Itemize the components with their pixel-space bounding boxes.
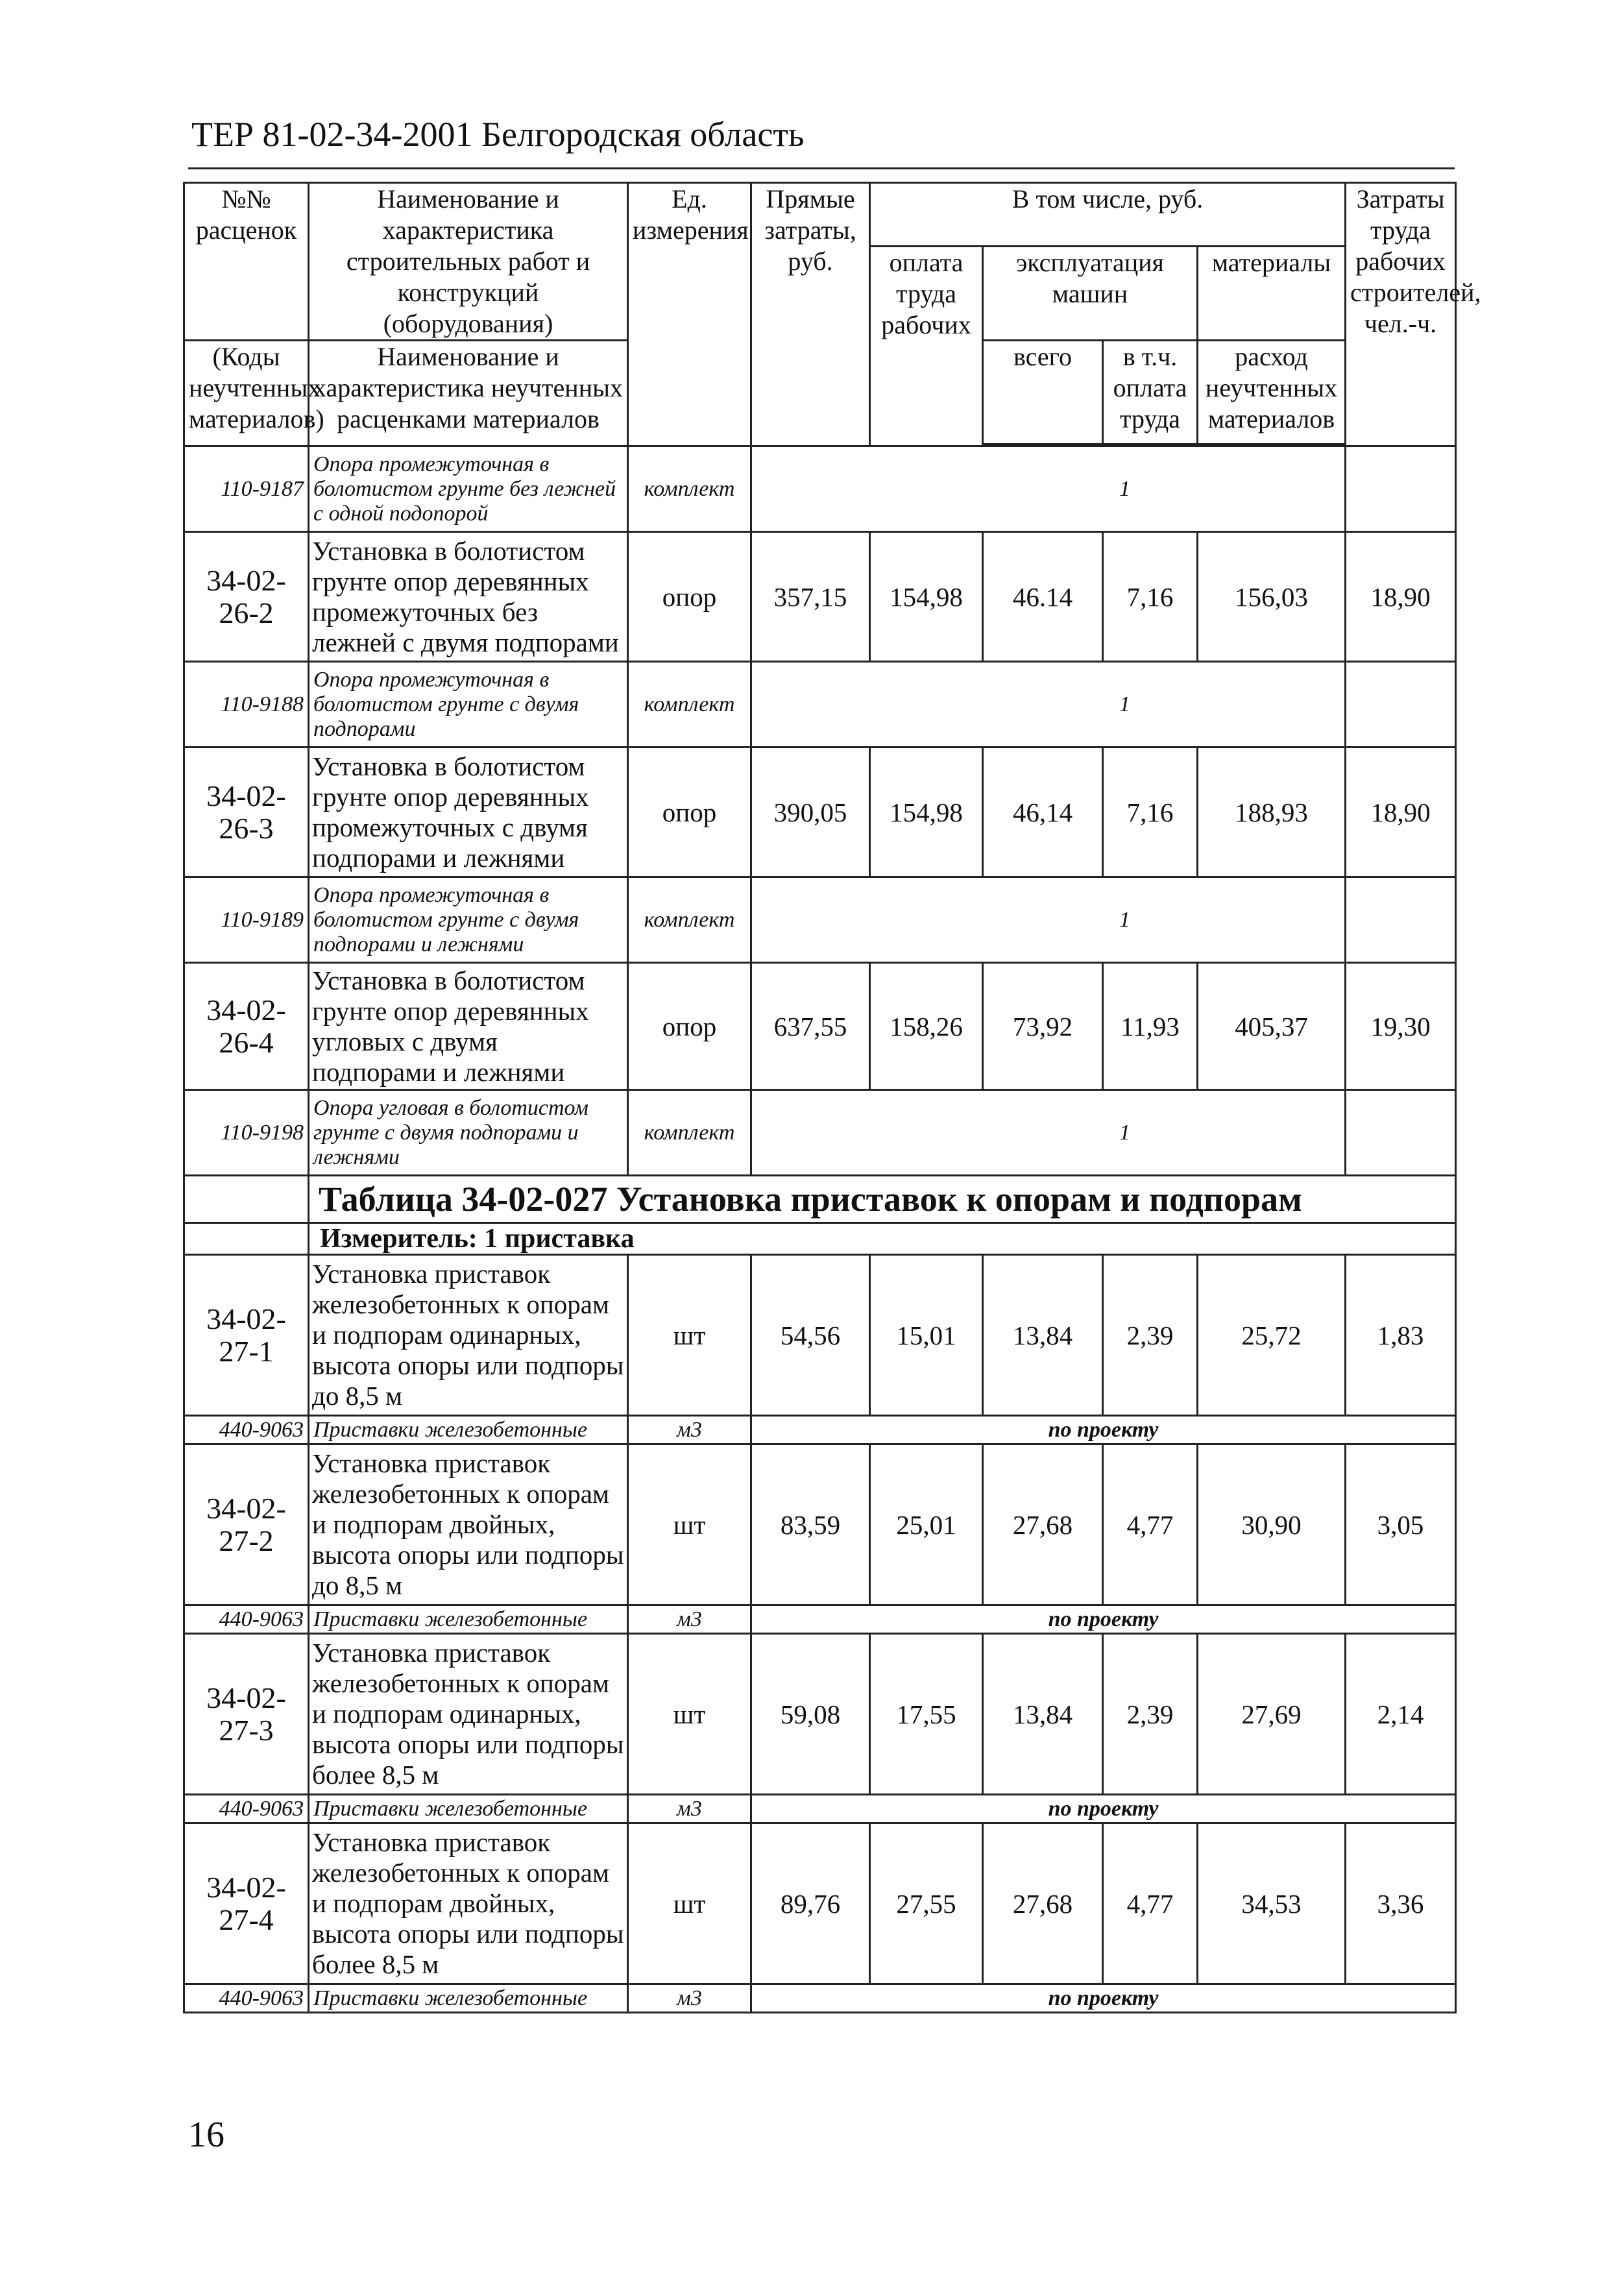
material-qty: по проекту — [751, 1984, 1456, 2013]
table-row — [184, 1255, 1456, 1416]
rate-code: 34-02-27-4 — [184, 1823, 309, 1984]
labor-cost: 19,30 — [1346, 963, 1456, 1090]
labor-cost: 18,90 — [1346, 532, 1456, 662]
machines-wage: 7,16 — [1103, 748, 1198, 877]
machines-wage: 4,77 — [1103, 1823, 1198, 1984]
machines-cost: 13,84 — [983, 1255, 1103, 1416]
materials-cost: 156,03 — [1198, 532, 1346, 662]
wage-cost: 27,55 — [870, 1823, 983, 1984]
machines-cost: 27,68 — [983, 1444, 1103, 1605]
work-name: Установка в болотистом грунте опор деревянных угловых с двумя подпорами и лежнями — [309, 963, 628, 1090]
unit: комплект — [628, 446, 751, 532]
col-mat-unaccounted-header: расход неучтенных материалов — [1198, 341, 1346, 444]
material-name: Приставки железобетонные — [309, 1984, 628, 2013]
table-row — [184, 963, 1456, 1090]
machines-wage: 2,39 — [1103, 1634, 1198, 1795]
machines-cost: 73,92 — [983, 963, 1103, 1090]
table-row — [184, 877, 1456, 963]
table-row — [184, 1795, 1456, 1823]
unit: комплект — [628, 662, 751, 748]
unit: комплект — [628, 1090, 751, 1176]
material-name: Приставки железобетонные — [309, 1795, 628, 1823]
machines-wage: 11,93 — [1103, 963, 1198, 1090]
material-qty: 1 — [751, 662, 1346, 748]
direct-cost: 637,55 — [751, 963, 870, 1090]
table-row — [184, 748, 1456, 877]
direct-cost: 357,15 — [751, 532, 870, 662]
table-row — [184, 1634, 1456, 1795]
labor-cost: 2,14 — [1346, 1634, 1456, 1795]
col-name-header: Наименование и характеристика строительных работ и конструкций (оборудования) — [309, 183, 628, 341]
rate-code: 34-02-26-2 — [184, 532, 309, 662]
machines-cost: 46.14 — [983, 532, 1103, 662]
labor-cost: 1,83 — [1346, 1255, 1456, 1416]
table-row — [184, 1823, 1456, 1984]
material-qty: по проекту — [751, 1795, 1456, 1823]
table-measure: Измеритель: 1 приставка — [309, 1223, 1456, 1255]
header-rule — [188, 167, 1455, 169]
col-machines-wage-header: в т.ч. оплата труда — [1103, 341, 1198, 444]
unit: шт — [628, 1634, 751, 1795]
wage-cost: 154,98 — [870, 532, 983, 662]
material-code: 440-9063 — [184, 1416, 309, 1444]
table-row — [184, 662, 1456, 748]
wage-cost: 154,98 — [870, 748, 983, 877]
materials-cost: 25,72 — [1198, 1255, 1346, 1416]
material-code: 110-9198 — [184, 1090, 309, 1176]
col-code-header: №№ расценок — [184, 183, 309, 247]
direct-cost: 59,08 — [751, 1634, 870, 1795]
material-code: 110-9189 — [184, 877, 309, 963]
page-header: ТЕР 81-02-34-2001 Белгородская область — [191, 115, 805, 154]
rates-table — [183, 182, 1481, 2013]
unit: м3 — [628, 1416, 751, 1444]
unit: опор — [628, 963, 751, 1090]
rate-code: 34-02-26-3 — [184, 748, 309, 877]
materials-cost: 34,53 — [1198, 1823, 1346, 1984]
direct-cost: 83,59 — [751, 1444, 870, 1605]
unit: шт — [628, 1444, 751, 1605]
rate-code: 34-02-26-4 — [184, 963, 309, 1090]
labor-cost: 18,90 — [1346, 748, 1456, 877]
table-row — [184, 532, 1456, 662]
work-name: Установка приставок железобетонных к опорам и подпорам одинарных, высота опоры или подпоры более 8,5 м — [309, 1634, 628, 1795]
materials-cost: 405,37 — [1198, 963, 1346, 1090]
work-name: Установка приставок железобетонных к опорам и подпорам двойных, высота опоры или подпоры до 8,5 м — [309, 1444, 628, 1605]
material-qty: 1 — [751, 1090, 1346, 1176]
material-name: Опора угловая в болотистом грунте с двумя подпорами и лежнями — [309, 1090, 628, 1176]
col-machines-header: эксплуатация машин — [983, 246, 1198, 321]
material-name: Опора промежуточная в болотистом грунте без лежней с одной подопорой — [309, 446, 628, 532]
material-code: 440-9063 — [184, 1605, 309, 1634]
work-name: Установка в болотистом грунте опор деревянных промежуточных без лежней с двумя подпорами — [309, 532, 628, 662]
wage-cost: 158,26 — [870, 963, 983, 1090]
machines-cost: 46,14 — [983, 748, 1103, 877]
rate-code: 34-02-27-2 — [184, 1444, 309, 1605]
material-name: Опора промежуточная в болотистом грунте с двумя подпорами — [309, 662, 628, 748]
direct-cost: 390,05 — [751, 748, 870, 877]
table-row — [184, 1444, 1456, 1605]
col-materials-header: материалы — [1198, 246, 1346, 321]
table-row — [184, 1090, 1456, 1176]
material-code: 110-9188 — [184, 662, 309, 748]
material-qty: 1 — [751, 877, 1346, 963]
col-direct-header: Прямые затраты, руб. — [751, 183, 870, 446]
work-name: Установка приставок железобетонных к опорам и подпорам двойных, высота опоры или подпоры более 8,5 м — [309, 1823, 628, 1984]
material-code: 440-9063 — [184, 1984, 309, 2013]
table-row — [184, 1605, 1456, 1634]
rate-code: 34-02-27-3 — [184, 1634, 309, 1795]
work-name: Установка в болотистом грунте опор деревянных промежуточных с двумя подпорами и лежнями — [309, 748, 628, 877]
col-code-unaccounted-header: (Коды неучтенных материалов) — [184, 341, 309, 446]
col-wage-header: оплата труда рабочих — [870, 246, 983, 446]
col-name-unaccounted-header: Наименование и характеристика неучтенных расценками материалов — [309, 341, 628, 446]
col-machines-total-header: всего — [983, 341, 1103, 444]
machines-wage: 4,77 — [1103, 1444, 1198, 1605]
unit: комплект — [628, 877, 751, 963]
col-labor-header: Затраты труда рабочих строителей, чел.-ч. — [1346, 183, 1456, 446]
rate-code: 34-02-27-1 — [184, 1255, 309, 1416]
material-code: 110-9187 — [184, 446, 309, 532]
direct-cost: 89,76 — [751, 1823, 870, 1984]
materials-cost: 30,90 — [1198, 1444, 1346, 1605]
col-unit-header: Ед. измерения — [628, 183, 751, 446]
material-name: Опора промежуточная в болотистом грунте с двумя подпорами и лежнями — [309, 877, 628, 963]
work-name: Установка приставок железобетонных к опорам и подпорам одинарных, высота опоры или подпоры до 8,5 м — [309, 1255, 628, 1416]
table-title: Таблица 34-02-027 Установка приставок к опорам и подпорам — [309, 1176, 1456, 1223]
unit: м3 — [628, 1605, 751, 1634]
wage-cost: 25,01 — [870, 1444, 983, 1605]
unit: м3 — [628, 1984, 751, 2013]
material-qty: по проекту — [751, 1605, 1456, 1634]
material-qty: по проекту — [751, 1416, 1456, 1444]
material-name: Приставки железобетонные — [309, 1605, 628, 1634]
labor-cost: 3,36 — [1346, 1823, 1456, 1984]
unit: опор — [628, 532, 751, 662]
col-incl-header: В том числе, руб. — [870, 183, 1346, 247]
table-row — [184, 1984, 1456, 2013]
materials-cost: 188,93 — [1198, 748, 1346, 877]
table-row — [184, 446, 1456, 532]
unit: шт — [628, 1255, 751, 1416]
table-row — [184, 1416, 1456, 1444]
material-name: Приставки железобетонные — [309, 1416, 628, 1444]
machines-wage: 2,39 — [1103, 1255, 1198, 1416]
page-number: 16 — [188, 2115, 224, 2155]
machines-cost: 13,84 — [983, 1634, 1103, 1795]
unit: опор — [628, 748, 751, 877]
material-code: 440-9063 — [184, 1795, 309, 1823]
unit: м3 — [628, 1795, 751, 1823]
direct-cost: 54,56 — [751, 1255, 870, 1416]
machines-cost: 27,68 — [983, 1823, 1103, 1984]
unit: шт — [628, 1823, 751, 1984]
wage-cost: 15,01 — [870, 1255, 983, 1416]
machines-wage: 7,16 — [1103, 532, 1198, 662]
material-qty: 1 — [751, 446, 1346, 532]
labor-cost: 3,05 — [1346, 1444, 1456, 1605]
materials-cost: 27,69 — [1198, 1634, 1346, 1795]
wage-cost: 17,55 — [870, 1634, 983, 1795]
